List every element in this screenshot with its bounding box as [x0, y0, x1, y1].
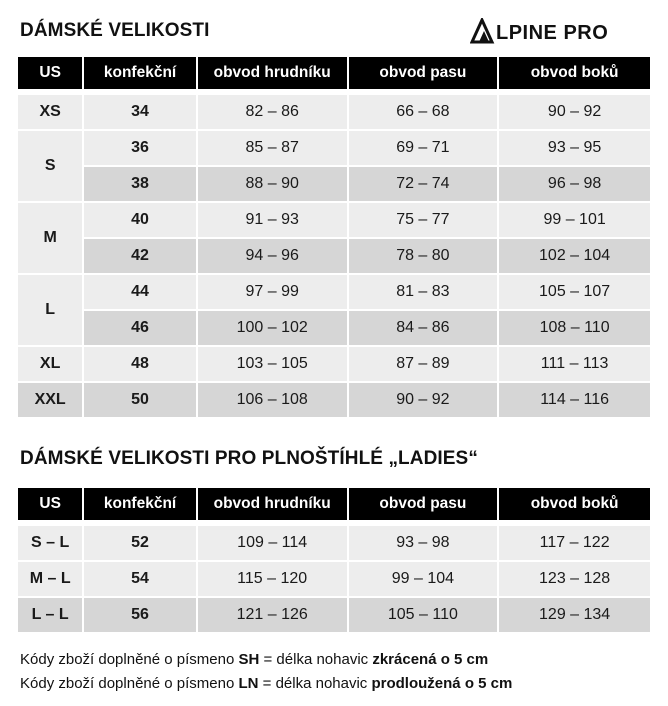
konfekcni-size: 50: [84, 383, 196, 417]
header-obvod-pasu: obvod pasu: [349, 57, 498, 93]
konfekcni-size: 34: [84, 95, 196, 129]
table-row: [18, 167, 650, 201]
page-title: DÁMSKÉ VELIKOSTI: [20, 20, 210, 41]
notes: [20, 648, 512, 696]
waist-range: 93 – 98: [349, 526, 498, 560]
konfekcni-size: 56: [84, 598, 196, 632]
hip-range: 111 – 113: [499, 347, 650, 381]
waist-range: 90 – 92: [349, 383, 498, 417]
hip-range: 90 – 92: [499, 95, 650, 129]
alpine-pro-logo-icon: [470, 18, 648, 44]
section-title-ladies: DÁMSKÉ VELIKOSTI PRO PLNOŠTÍHLÉ „LADIES“: [20, 448, 478, 469]
us-size: L – L: [18, 598, 82, 632]
table-row: [18, 275, 650, 309]
table-row: [18, 95, 650, 129]
note-line: [20, 672, 512, 696]
header-obvod-hrudniku: obvod hrudníku: [198, 488, 347, 524]
note-emphasis: zkrácená o 5 cm: [372, 651, 489, 668]
hip-range: 105 – 107: [499, 275, 650, 309]
hip-range: 108 – 110: [499, 311, 650, 345]
header-konfekcni: konfekční: [84, 57, 196, 93]
note-code: LN: [238, 675, 259, 692]
us-size: M – L: [18, 562, 82, 596]
us-size: XL: [18, 347, 82, 381]
waist-range: 72 – 74: [349, 167, 498, 201]
hip-range: 114 – 116: [499, 383, 650, 417]
table-row: [18, 383, 650, 417]
waist-range: 69 – 71: [349, 131, 498, 165]
waist-range: 99 – 104: [349, 562, 498, 596]
header-us: US: [18, 57, 82, 93]
hip-range: 96 – 98: [499, 167, 650, 201]
note-emphasis: prodloužená o 5 cm: [371, 675, 513, 692]
header-obvod-pasu: obvod pasu: [349, 488, 498, 524]
sizes-table-ladies: [16, 486, 652, 634]
note-text: Kódy zboží doplněné o písmeno: [20, 651, 239, 668]
chest-range: 121 – 126: [198, 598, 347, 632]
us-size: L: [18, 275, 82, 345]
header-obvod-boku: obvod boků: [499, 57, 650, 93]
hip-range: 117 – 122: [499, 526, 650, 560]
konfekcni-size: 52: [84, 526, 196, 560]
us-size: XXL: [18, 383, 82, 417]
note-code: SH: [238, 651, 260, 668]
chest-range: 88 – 90: [198, 167, 347, 201]
table-row: [18, 239, 650, 273]
note-text: = délka nohavic: [258, 675, 372, 692]
note-line: [20, 648, 512, 672]
hip-range: 123 – 128: [499, 562, 650, 596]
hip-range: 99 – 101: [499, 203, 650, 237]
chest-range: 100 – 102: [198, 311, 347, 345]
chest-range: 82 – 86: [198, 95, 347, 129]
hip-range: 129 – 134: [499, 598, 650, 632]
waist-range: 84 – 86: [349, 311, 498, 345]
waist-range: 105 – 110: [349, 598, 498, 632]
chest-range: 109 – 114: [198, 526, 347, 560]
svg-text:LPINE PRO: LPINE PRO: [496, 22, 609, 44]
us-size: M: [18, 203, 82, 273]
waist-range: 78 – 80: [349, 239, 498, 273]
alpine-pro-logo: [470, 18, 648, 44]
chest-range: 97 – 99: [198, 275, 347, 309]
waist-range: 66 – 68: [349, 95, 498, 129]
table-row: [18, 598, 650, 632]
chest-range: 106 – 108: [198, 383, 347, 417]
waist-range: 81 – 83: [349, 275, 498, 309]
header-konfekcni: konfekční: [84, 488, 196, 524]
chest-range: 85 – 87: [198, 131, 347, 165]
waist-range: 87 – 89: [349, 347, 498, 381]
konfekcni-size: 38: [84, 167, 196, 201]
header-obvod-hrudniku: obvod hrudníku: [198, 57, 347, 93]
header-us: US: [18, 488, 82, 524]
table-row: [18, 562, 650, 596]
table-row: [18, 311, 650, 345]
note-text: Kódy zboží doplněné o písmeno: [20, 675, 239, 692]
waist-range: 75 – 77: [349, 203, 498, 237]
us-size: S: [18, 131, 82, 201]
hip-range: 93 – 95: [499, 131, 650, 165]
konfekcni-size: 40: [84, 203, 196, 237]
konfekcni-size: 48: [84, 347, 196, 381]
chest-range: 91 – 93: [198, 203, 347, 237]
konfekcni-size: 42: [84, 239, 196, 273]
chest-range: 115 – 120: [198, 562, 347, 596]
konfekcni-size: 36: [84, 131, 196, 165]
table-row: [18, 526, 650, 560]
header-obvod-boku: obvod boků: [499, 488, 650, 524]
hip-range: 102 – 104: [499, 239, 650, 273]
us-size: XS: [18, 95, 82, 129]
konfekcni-size: 54: [84, 562, 196, 596]
table-row: [18, 131, 650, 165]
table-row: [18, 203, 650, 237]
chest-range: 103 – 105: [198, 347, 347, 381]
us-size: S – L: [18, 526, 82, 560]
konfekcni-size: 46: [84, 311, 196, 345]
table-row: [18, 347, 650, 381]
note-text: = délka nohavic: [259, 651, 373, 668]
sizes-table-women: [16, 55, 652, 419]
chest-range: 94 – 96: [198, 239, 347, 273]
konfekcni-size: 44: [84, 275, 196, 309]
